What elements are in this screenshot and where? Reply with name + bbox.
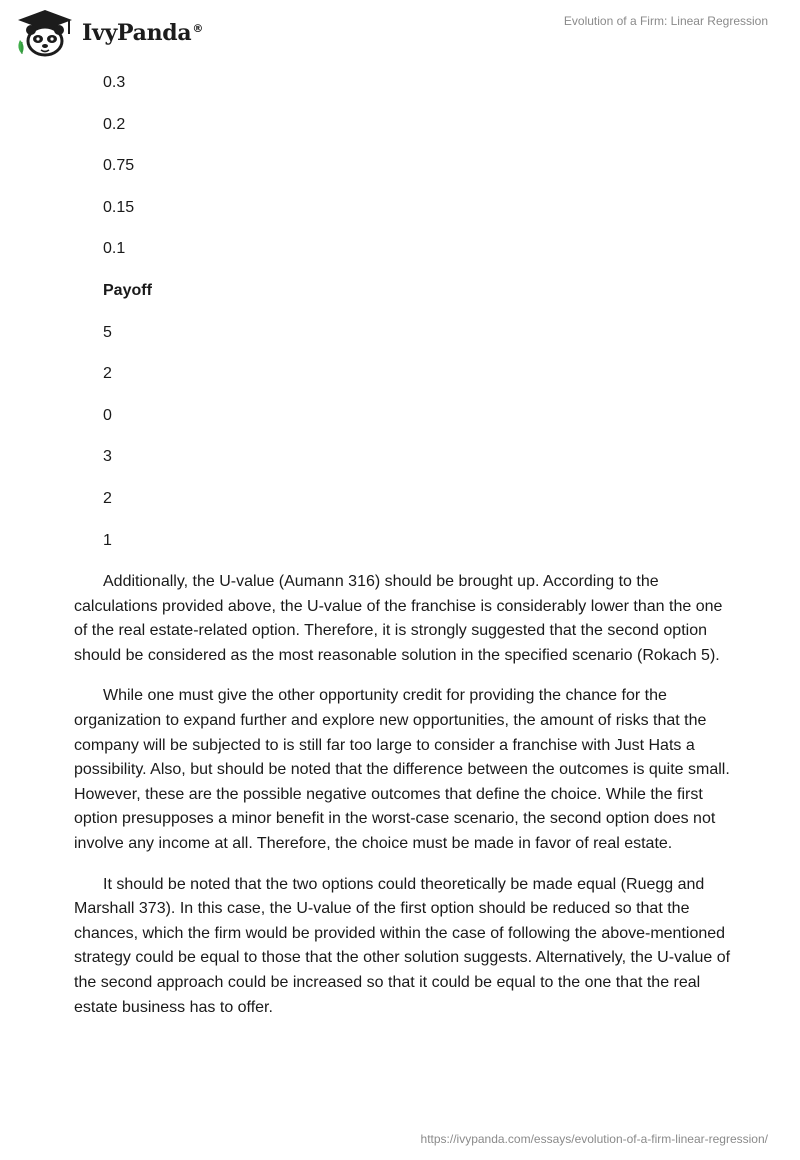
list-heading-payoff: Payoff: [103, 281, 152, 299]
panda-graduation-cap-icon: [14, 8, 76, 58]
list-item: 3: [103, 448, 112, 466]
paragraph: It should be noted that the two options could theoretically be made equal (Ruegg and Marshall 373). In this case, the U-value of the first option should be reduced so that the chances, which the firm would be provided within the case of following the above-mentioned strategy could be equal to those that the other solution suggests. Alternatively, the U-value of the second approach could be increased so that it could be equal to the one that the real estate business has to offer.: [74, 875, 731, 1016]
list-item: 0: [103, 406, 112, 424]
brand-name: IvyPanda®: [82, 20, 204, 46]
list-item: 0.15: [103, 198, 135, 216]
list-item: 1: [103, 531, 112, 549]
list-item: 2: [103, 365, 112, 383]
list-item: 0.2: [103, 115, 126, 133]
source-url[interactable]: https://ivypanda.com/essays/evolution-of-a-firm-linear-regression/: [420, 1132, 768, 1146]
registered-mark: ®: [192, 21, 204, 35]
list-item: 0.75: [103, 157, 135, 175]
essay-body: [74, 570, 734, 1036]
list-item: 0.1: [103, 240, 126, 258]
page-header: [0, 0, 800, 64]
brand-logo[interactable]: [14, 8, 203, 58]
value-list: [103, 62, 152, 561]
list-item: 0.3: [103, 74, 126, 91]
paragraph: While one must give the other opportunity credit for providing the chance for the organization to expand further and explore new opportunities, the amount of risks that the company will be subjected to is still far too large to consider a franchise with Just Hats a possibility. Also, but should be noted that the difference between the outcomes is quite small. However, these are the possible negative outcomes that define the choice. While the first option presupposes a minor benefit in the worst-case scenario, the second option does not involve any income at all. Therefore, the choice must be made in favor of real estate.: [74, 687, 730, 852]
list-item: 5: [103, 323, 112, 341]
paragraph: Additionally, the U-value (Aumann 316) should be brought up. According to the calculations provided above, the U-value of the franchise is considerably lower than the one of the real estate-related option. Therefore, it is strongly suggested that the second option should be considered as the most reasonable solution in the specified scenario (Rokach 5).: [74, 573, 723, 664]
document-title: Evolution of a Firm: Linear Regression: [563, 14, 768, 28]
list-item: 2: [103, 489, 112, 507]
